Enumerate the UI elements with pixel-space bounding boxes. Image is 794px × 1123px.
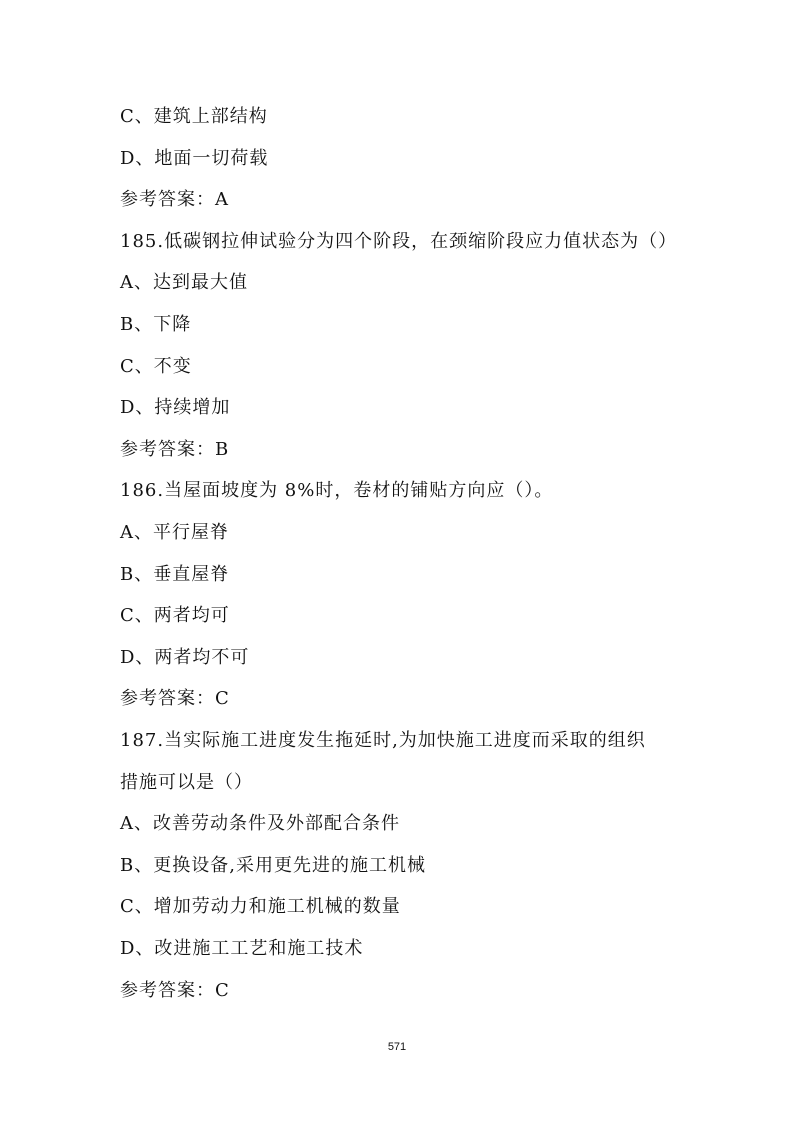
option-b-line: B、更换设备,采用更先进的施工机械 xyxy=(120,855,426,876)
option-a-line: A、改善劳动条件及外部配合条件 xyxy=(120,813,400,834)
question-187: 187.当实际施工进度发生拖延时,为加快施工进度而采取的组织 xyxy=(120,730,646,751)
answer-line: 参考答案：B xyxy=(120,439,230,460)
option-b-line: B、下降 xyxy=(120,314,192,335)
question-187-continued: 措施可以是（） xyxy=(120,772,253,793)
option-a-line: A、平行屋脊 xyxy=(120,522,229,543)
answer-line: 参考答案：C xyxy=(120,980,230,1001)
question-186: 186.当屋面坡度为 8%时，卷材的铺贴方向应（）。 xyxy=(120,480,554,501)
page-number: 571 xyxy=(387,1041,407,1053)
option-c-line: C、增加劳动力和施工机械的数量 xyxy=(120,896,401,917)
option-c-line: C、两者均可 xyxy=(120,605,230,626)
option-d-line: D、改进施工工艺和施工技术 xyxy=(120,938,364,959)
option-c-line: C、不变 xyxy=(120,356,192,377)
option-d-line: D、持续增加 xyxy=(120,397,231,418)
option-a-line: A、达到最大值 xyxy=(120,272,248,293)
question-185: 185.低碳钢拉伸试验分为四个阶段，在颈缩阶段应力值状态为（） xyxy=(120,231,678,252)
option-d-line: D、地面一切荷载 xyxy=(120,148,269,169)
option-c-line: C、建筑上部结构 xyxy=(120,106,268,127)
answer-line: 参考答案：C xyxy=(120,688,230,709)
option-d-line: D、两者均不可 xyxy=(120,647,250,668)
answer-line: 参考答案：A xyxy=(120,189,229,210)
option-b-line: B、垂直屋脊 xyxy=(120,564,230,585)
